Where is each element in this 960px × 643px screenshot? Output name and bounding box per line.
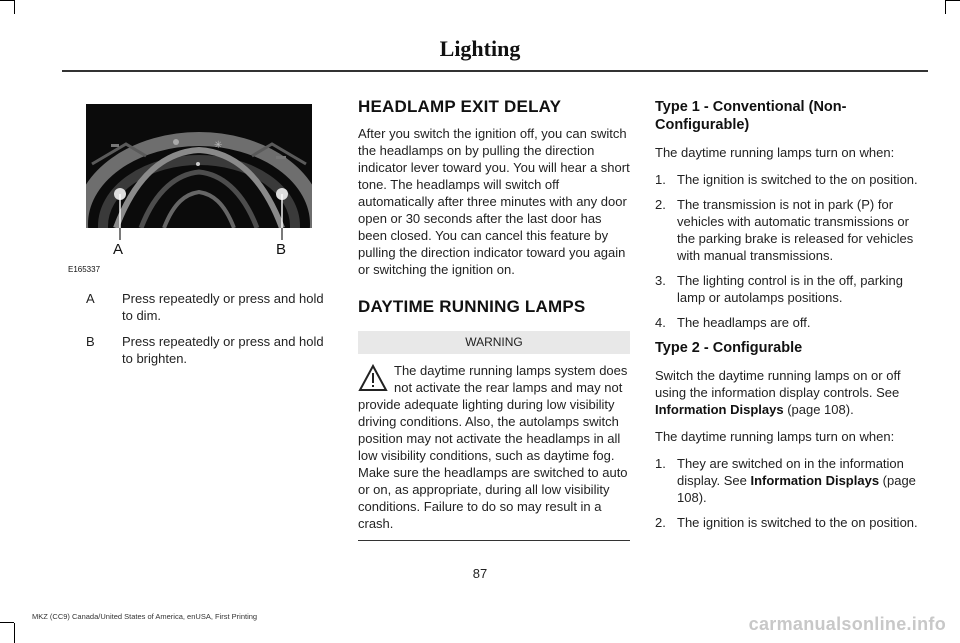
legend-row bbox=[86, 333, 336, 367]
list-number: 2. bbox=[655, 197, 666, 212]
type-2-list bbox=[655, 455, 927, 531]
legend-row bbox=[86, 290, 336, 324]
type-2-text: Switch the daytime running lamps on or off using the information display controls. See bbox=[655, 368, 901, 400]
list-text: The headlamps are off. bbox=[677, 315, 811, 330]
crop-mark bbox=[0, 0, 14, 1]
crop-mark bbox=[0, 622, 14, 623]
type-1-list bbox=[655, 171, 927, 331]
crop-mark bbox=[946, 0, 960, 1]
warning-triangle-icon bbox=[358, 364, 388, 392]
list-item bbox=[655, 314, 927, 331]
callout-label-b: B bbox=[276, 241, 287, 258]
print-line: MKZ (CC9) Canada/United States of America, enUSA, First Printing bbox=[32, 612, 258, 621]
list-text: The lighting control is in the off, parking lamp or autolamps positions. bbox=[677, 273, 903, 305]
heading-type-1: Type 1 - Conventional (Non-Configurable) bbox=[655, 99, 847, 133]
list-text: The ignition is switched to the on position. bbox=[677, 515, 918, 530]
heading-daytime-running-lamps: DAYTIME RUNNING LAMPS bbox=[358, 297, 586, 316]
information-displays-link[interactable]: Information Displays bbox=[655, 402, 784, 417]
list-item bbox=[655, 272, 927, 306]
list-text-part: They are switched on in the information display. See bbox=[677, 456, 904, 488]
warning-box bbox=[358, 362, 630, 532]
list-item bbox=[655, 514, 927, 531]
list-number: 1. bbox=[655, 172, 666, 187]
type-2-intro: The daytime running lamps turn on when: bbox=[655, 429, 895, 444]
information-displays-link[interactable]: Information Displays bbox=[750, 473, 880, 488]
list-number: 4. bbox=[655, 315, 666, 330]
list-item bbox=[655, 171, 927, 188]
list-item bbox=[655, 196, 927, 264]
legend-text: Press repeatedly or press and hold to dim. bbox=[122, 291, 324, 323]
page-reference: (page 108). bbox=[783, 402, 854, 417]
page-number: 87 bbox=[472, 566, 488, 581]
list-text: The transmission is not in park (P) for vehicles with automatic transmissions or the parking brake is released for vehicles with manual transmissions. bbox=[677, 197, 914, 263]
list-number: 2. bbox=[655, 515, 666, 530]
crop-mark bbox=[14, 0, 15, 14]
crop-mark bbox=[945, 0, 946, 14]
svg-text:✳: ✳ bbox=[214, 140, 223, 151]
warning-text: The daytime running lamps system does not activate the rear lamps and may not provide adequate lighting during low visibility driving conditions. Also, the autolamps switch position may not activate the headlamps in all low visibility conditions, such as daytime fog. Make sure the headlamps are switched to auto or on, as appropriate, during all low visibility conditions. Failure to do so may result in a crash. bbox=[358, 363, 628, 531]
callout-label-a: A bbox=[113, 241, 124, 258]
list-number: 1. bbox=[655, 456, 666, 471]
page-reference: (page 108). bbox=[677, 473, 916, 505]
instrument-panel-figure bbox=[86, 104, 312, 228]
type-2-paragraph bbox=[655, 367, 927, 418]
callout-legend bbox=[86, 290, 336, 376]
list-text: The ignition is switched to the on position. bbox=[677, 172, 918, 187]
legend-text: Press repeatedly or press and hold to brighten. bbox=[122, 334, 324, 366]
warning-banner: WARNING bbox=[358, 331, 630, 354]
list-item bbox=[655, 455, 927, 506]
heading-headlamp-exit-delay: HEADLAMP EXIT DELAY bbox=[358, 97, 562, 116]
header-rule bbox=[62, 70, 928, 72]
middle-column bbox=[358, 98, 630, 541]
headlamp-exit-delay-paragraph: After you switch the ignition off, you can switch the headlamps on by pulling the direction indicator lever toward you. You will hear a short tone. The headlamps will switch off automatically after three minutes with any door open or 30 seconds after the last door has been closed. You can cancel this feature by pulling the direction indicator toward you again or switching the ignition on. bbox=[358, 126, 630, 277]
figure-code: E165337 bbox=[68, 265, 101, 274]
heading-type-2: Type 2 - Configurable bbox=[655, 340, 803, 356]
list-text bbox=[677, 455, 927, 506]
legend-key: A bbox=[86, 291, 95, 306]
right-column bbox=[655, 98, 927, 539]
warning-rule bbox=[358, 540, 630, 541]
type-1-intro: The daytime running lamps turn on when: bbox=[655, 145, 895, 160]
crop-mark bbox=[14, 623, 15, 643]
dimmer-switch-illustration bbox=[86, 104, 312, 228]
section-title: Lighting bbox=[439, 36, 521, 61]
watermark: carmanualsonline.info bbox=[748, 614, 946, 634]
legend-key: B bbox=[86, 334, 95, 349]
list-number: 3. bbox=[655, 273, 666, 288]
